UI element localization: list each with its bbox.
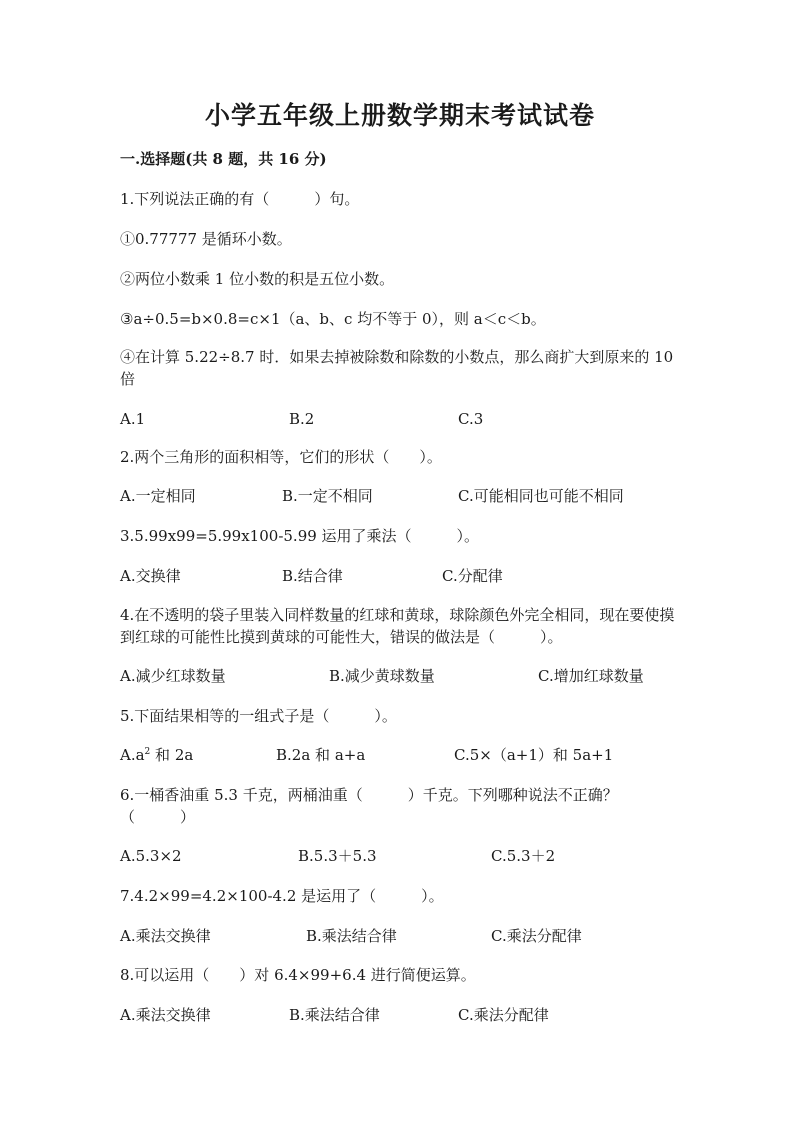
question-1-statement-3: ③a÷0.5=b×0.8=c×1（a、b、c 均不等于 0），则 a＜c＜b。: [120, 310, 546, 328]
question-6-option-c: C.5.3＋2: [491, 847, 556, 865]
question-4-stem: 4.在不透明的袋子里装入同样数量的红球和黄球，球除颜色外完全相同，现在要使摸到红球的可能性比摸到黄球的可能性大，错误的做法是（ ）。: [120, 606, 675, 646]
question-7-option-a: A.乘法交换律: [120, 927, 211, 945]
question-1-statement-1: ①0.77777 是循环小数。: [120, 230, 292, 248]
question-2-option-a: A.一定相同: [120, 487, 196, 505]
question-5-stem: 5.下面结果相等的一组式子是（ ）。: [120, 707, 397, 725]
exam-title: 小学五年级上册数学期末考试试卷: [204, 101, 595, 130]
question-5-option-a: $A.a^2$ 和 2a: [120, 746, 194, 764]
question-2-stem: 2.两个三角形的面积相等，它们的形状（ ）。: [120, 448, 442, 466]
question-4-option-b: B.减少黄球数量: [329, 667, 435, 685]
question-7-option-b: B.乘法结合律: [306, 927, 397, 945]
question-1-option-a: A.1: [120, 410, 146, 428]
question-8-option-b: B.乘法结合律: [289, 1006, 380, 1024]
question-8-option-a: A.乘法交换律: [120, 1006, 211, 1024]
question-3-stem: 3.5.99x99=5.99x100-5.99 运用了乘法（ ）。: [120, 527, 480, 545]
question-1-stem: 1.下列说法正确的有（ ）句。: [120, 190, 360, 208]
question-6-option-a: A.5.3×2: [120, 847, 182, 865]
question-1-option-b: B.2: [289, 410, 315, 428]
question-6-stem: 6.一桶香油重 5.3 千克，两桶油重（ ）千克。下列哪种说法不正确？（ ）: [120, 786, 618, 826]
exponent: 2: [144, 747, 151, 757]
question-3-option-b: B.结合律: [282, 567, 343, 585]
question-3-option-a: A.交换律: [120, 567, 181, 585]
question-5-option-b: B.2a 和 a+a: [276, 746, 366, 764]
question-2-option-c: C.可能相同也可能不相同: [458, 487, 624, 505]
question-1-statement-2: ②两位小数乘 1 位小数的积是五位小数。: [120, 270, 395, 288]
question-1-option-c: C.3: [458, 410, 484, 428]
question-4-option-a: A.减少红球数量: [120, 667, 226, 685]
question-2-option-b: B.一定不相同: [282, 487, 373, 505]
question-4-option-c: C.增加红球数量: [538, 667, 644, 685]
question-8-option-c: C.乘法分配律: [458, 1006, 549, 1024]
section-heading: 一.选择题(共 8 题，共 16 分): [120, 150, 327, 168]
question-7-option-c: C.乘法分配律: [491, 927, 582, 945]
question-8-stem: 8.可以运用（ ）对 6.4×99+6.4 进行简便运算。: [120, 966, 476, 984]
question-1-statement-4: ④在计算 5.22÷8.7 时．如果去掉被除数和除数的小数点，那么商扩大到原来的 10 倍: [120, 348, 674, 388]
question-7-stem: 7.4.2×99=4.2×100-4.2 是运用了（ ）。: [120, 887, 444, 905]
question-5-option-c: C.5×（a+1）和 5a+1: [454, 746, 614, 764]
question-3-option-c: C.分配律: [442, 567, 503, 585]
question-6-option-b: B.5.3＋5.3: [298, 847, 377, 865]
